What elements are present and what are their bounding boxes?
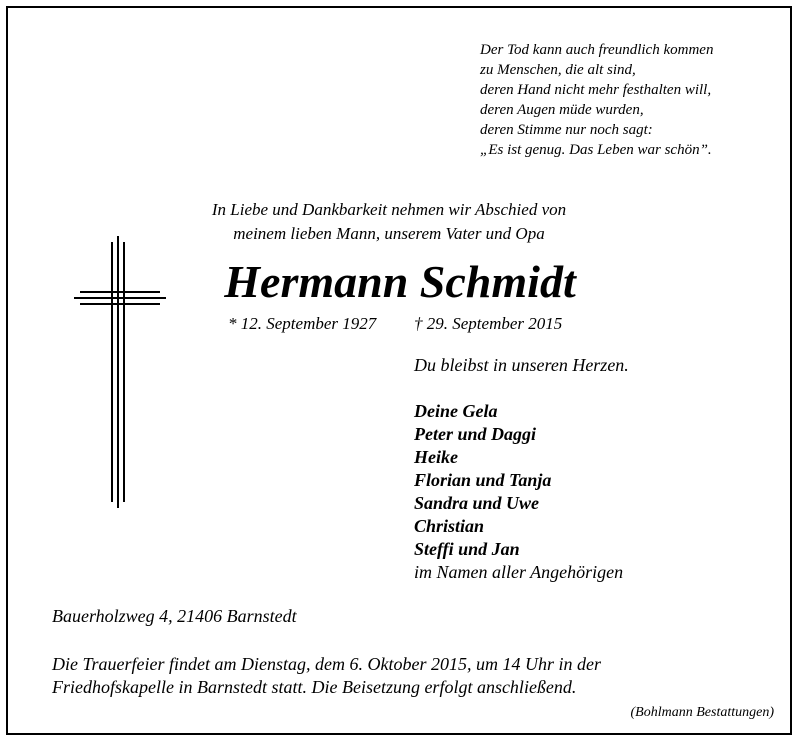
intro-line-1: In Liebe und Dankbarkeit nehmen wir Abschied von: [211, 200, 567, 219]
poem-line: deren Augen müde wurden,: [480, 102, 644, 118]
family-member: Deine Gela: [414, 401, 498, 421]
family-member: Peter und Daggi: [414, 424, 537, 444]
poem-line: deren Hand nicht mehr festhalten will,: [480, 82, 712, 98]
address: Bauerholzweg 4, 21406 Barnstedt: [52, 606, 297, 626]
poem: [480, 40, 713, 160]
funeral-line-1: Die Trauerfeier findet am Dienstag, dem 6. Oktober 2015, um 14 Uhr in der: [52, 654, 601, 674]
poem-line: zu Menschen, die alt sind,: [480, 62, 636, 78]
funeral-line-2: Friedhofskapelle in Barnstedt statt. Die Beisetzung erfolgt anschließend.: [52, 677, 577, 697]
undertaker: (Bohlmann Bestattungen): [630, 705, 774, 720]
poem-line: Der Tod kann auch freundlich kommen: [480, 42, 714, 58]
death-date: † 29. September 2015: [414, 314, 563, 333]
motto: Du bleibst in unseren Herzen.: [414, 355, 629, 375]
poem-line: „Es ist genug. Das Leben war schön”.: [480, 142, 712, 158]
family-member: Florian und Tanja: [414, 470, 552, 490]
poem-line: deren Stimme nur noch sagt:: [480, 122, 653, 138]
intro-text: [100, 198, 678, 246]
family-member: Steffi und Jan: [414, 539, 520, 559]
birth-date: * 12. September 1927: [228, 314, 377, 333]
family-member: Christian: [414, 516, 485, 536]
family-closing: im Namen aller Angehörigen: [414, 562, 624, 582]
family-list: [414, 400, 623, 584]
funeral-info: [52, 653, 601, 699]
family-member: Heike: [414, 447, 458, 467]
family-member: Sandra und Uwe: [414, 493, 540, 513]
intro-line-2: meinem lieben Mann, unserem Vater und Opa: [233, 224, 545, 243]
deceased-name: Hermann Schmidt: [224, 256, 576, 307]
